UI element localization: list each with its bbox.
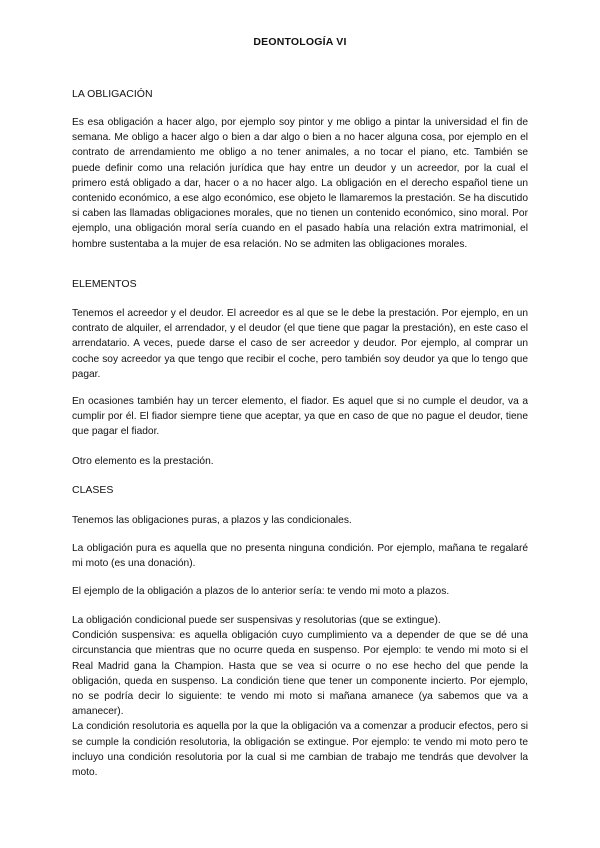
paragraph-condicion-suspensiva: Condición suspensiva: es aquella obligación cuyo cumplimiento va a depender de que se dé una circunstancia que mientras que no ocurre queda en suspenso. Por ejemplo: te vendo mi moto si el Real Madrid gana la Champion. Hasta que se vea si ocurre o no ese hecho del que pende la obligación, queda en suspenso. La condición tiene que tener un componente incierto. Por ejemplo, no se podría decir lo siguiente: te vendo mi moto si mañana amanece (ya sabemos que va a amanecer). — [72, 630, 528, 718]
paragraph-obligacion-pura — [72, 541, 528, 571]
paragraph-text: La obligación pura es aquella que no presenta ninguna condición. Por ejemplo, mañana te regalaré mi moto (es una donación). — [72, 543, 528, 570]
paragraph-text: Tenemos el acreedor y el deudor. El acreedor es al que se le debe la prestación. Por ejemplo, en un contrato de alquiler, el arrendador, y el deudor (el que tiene que pagar la prestación), en este caso el arrendatario. A veces, puede darse el caso de ser acreedor y deudor. Por ejemplo, al comprar un coche soy acreedor ya que tengo que recibir el coche, pero también soy deudor ya que lo tengo que pagar. — [72, 308, 528, 380]
paragraph-obligacion-definition — [72, 115, 528, 252]
paragraph-text: El ejemplo de la obligación a plazos de lo anterior sería: te vendo mi moto a plazos. — [72, 586, 450, 597]
paragraph-fiador — [72, 394, 528, 440]
paragraph-text: Es esa obligación a hacer algo, por ejemplo soy pintor y me obligo a pintar la universidad el fin de semana. Me obligo a hacer algo o bien a dar algo o bien a no hacer alguna cosa, por ejemplo en el contrato de arrendamiento me obligo a no tener animales, a no tocar el piano, etc. También se puede definir como una relación jurídica que hay entre un deudor y un acreedor, por la cual el primero está obligado a dar, hacer o a no hacer algo. La obligación en el derecho español tiene un contenido económico, a ese algo económico, ese objeto le llamaremos la prestación. Se ha discutido si caben las llamadas obligaciones morales, que no tienen un contenido económico, sino moral. Por ejemplo, una obligación moral sería cuando en el pasado había una relación extra matrimonial, el hombre sustentaba a la mujer de esa relación. No se admiten las obligaciones morales. — [72, 117, 528, 250]
paragraph-obligacion-plazos — [72, 584, 528, 599]
paragraph-clases-intro — [72, 513, 528, 528]
paragraph-prestacion — [72, 454, 528, 469]
paragraph-text: Tenemos las obligaciones puras, a plazos y las condicionales. — [72, 515, 352, 526]
paragraph-obligacion-condicional — [72, 613, 528, 780]
paragraph-text: En ocasiones también hay un tercer elemento, el fiador. Es aquel que si no cumple el deudor, va a cumplir por él. El fiador siempre tiene que aceptar, ya que en caso de que no pague el deudor, tiene que pagar el fiador. — [72, 396, 528, 438]
paragraph-condicion-resolutoria: La condición resolutoria es aquella por la que la obligación va a comenzar a producir efectos, pero si se cumple la condición resolutoria, la obligación se extingue. Por ejemplo: te vendo mi moto pero te incluyo una condición resolutoria por la cual si me cambian de trabajo me tendrás que devolver la moto. — [72, 721, 528, 779]
paragraph-line-condicional: La obligación condicional puede ser suspensivas y resolutorias (que se extingue). — [72, 615, 441, 626]
paragraph-acreedor-deudor — [72, 306, 528, 382]
document-title: DEONTOLOGÍA VI — [253, 36, 347, 48]
heading-la-obligacion: LA OBLIGACIÓN — [72, 88, 153, 100]
paragraph-text: Otro elemento es la prestación. — [72, 456, 214, 467]
heading-elementos: ELEMENTOS — [72, 278, 137, 290]
heading-clases: CLASES — [72, 484, 114, 496]
